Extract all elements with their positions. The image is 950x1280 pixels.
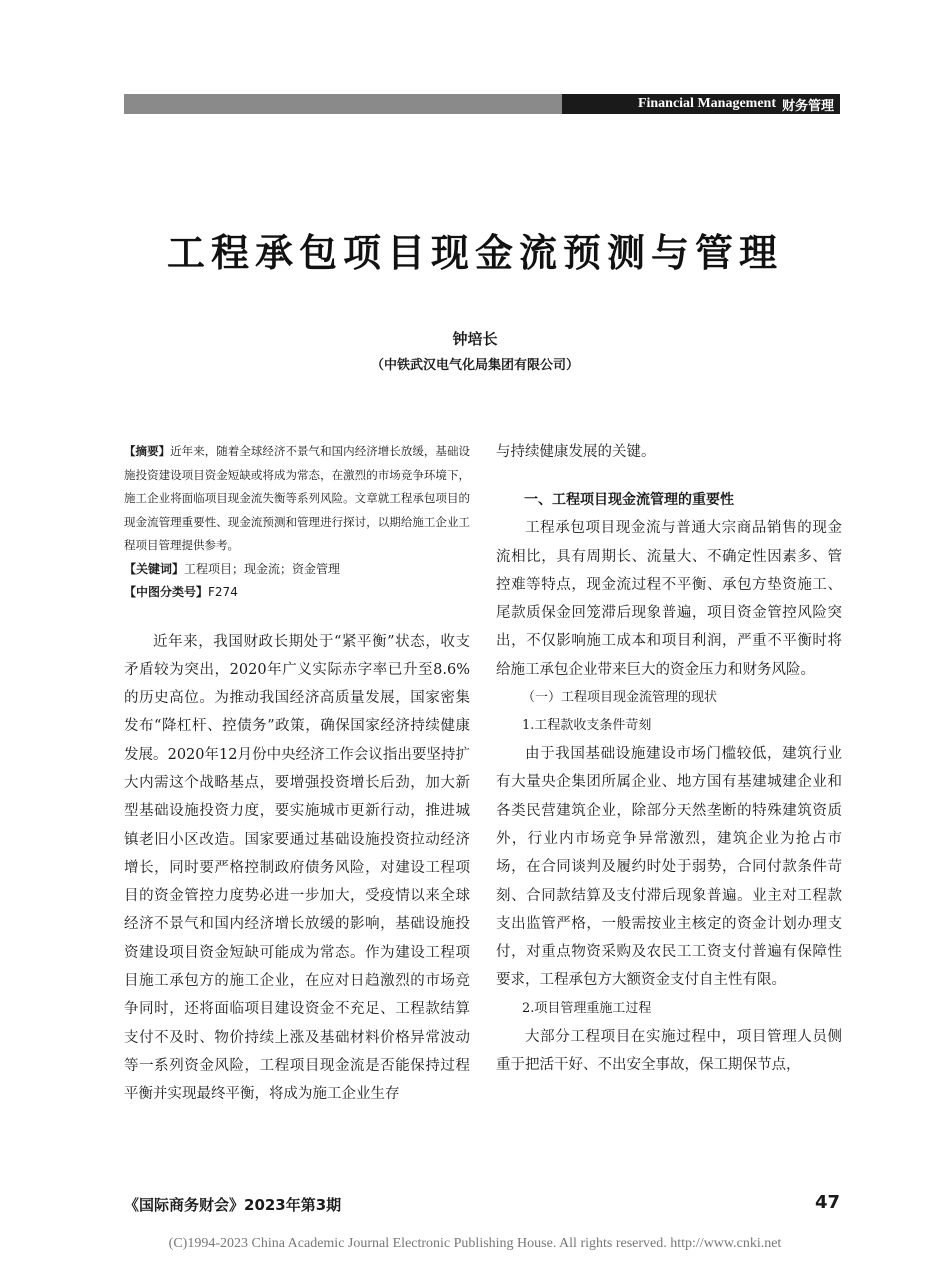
- affiliation: （中铁武汉电气化局集团有限公司）: [370, 358, 579, 373]
- item1-paragraph: 由于我国基础设施建设市场门槛较低，建筑行业有大量央企集团所属企业、地方国有基建城建企业和各类民营建筑企业，除部分天然垄断的特殊建筑资质外，行业内市场竞争异常激烈，建筑企业为抢占市场，在合同谈判及履约时处于弱势，合同付款条件苛刻、合同款结算及支付滞后现象普遍。业主对工程款支出监管严格，一般需按业主核定的资金计划办理支付，对重点物资采购及农民工工资支付普遍有保障性要求，工程承包方大额资金支付自主性有限。: [496, 746, 842, 989]
- classification: [124, 581, 470, 604]
- right-column: [496, 438, 842, 1079]
- author: 钟培长: [452, 330, 498, 348]
- keywords-label: 【关键词】: [124, 561, 185, 576]
- article-title: 工程承包项目现金流预测与管理: [166, 231, 783, 275]
- intro-paragraph: 近年来，我国财政长期处于“紧平衡”状态，收支矛盾较为突出，2020年广义实际赤字率已升至8.6%的历史高位。为推动我国经济高质量发展，国家密集发布“降杠杆、控债务”政策，确保国家经济持续健康发展。2020年12月份中央经济工作会议指出要坚持扩大内需这个战略基点，要增强投资增长后劲，加大新型基础设施投资力度，要实施城市更新行动，推进城镇老旧小区改造。国家要通过基础设施投资拉动经济增长，同时要严格控制政府债务风险，对建设工程项目的资金管控力度势必进一步加大，受疫情以来全球经济不景气和国内经济增长放缓的影响，基础设施投资建设项目资金短缺可能成为常态。作为建设工程项目施工承包方的施工企业，在应对日趋激烈的市场竞争同时，还将面临项目建设资金不充足、工程款结算支付不及时、物价持续上涨及基础材料价格异常波动等一系列资金风险，工程项目现金流是否能保持过程平衡并实现最终平衡，将成为施工企业生存: [124, 633, 470, 1103]
- classification-label: 【中图分类号】: [124, 584, 209, 599]
- section-paragraph: 工程承包项目现金流与普通大宗商品销售的现金流相比，具有周期长、流量大、不确定性因素多、管控难等特点，现金流过程不平衡、承包方垫资施工、尾款质保金回笼滞后现象普遍，项目资金管控风险突出，不仅影响施工成本和项目利润，严重不平衡时将给施工承包企业带来巨大的资金压力和财务风险。: [496, 520, 842, 678]
- continuation-text: 与持续健康发展的关键。: [496, 444, 656, 460]
- subsection-heading: （一）工程项目现金流管理的现状: [522, 690, 718, 706]
- abstract-label: 【摘要】: [124, 444, 171, 458]
- item1-title: 1.工程款收支条件苛刻: [522, 718, 652, 734]
- item2-title: 2.项目管理重施工过程: [522, 1000, 652, 1016]
- abstract: [124, 440, 470, 558]
- keywords: [124, 558, 470, 581]
- keywords-text: 工程项目；现金流；资金管理: [184, 561, 341, 576]
- section-heading: 一、工程项目现金流管理的重要性: [524, 492, 734, 509]
- page-number: 47: [814, 1192, 840, 1213]
- header-zh: 财务管理: [781, 98, 834, 114]
- item2-paragraph: 大部分工程项目在实施过程中，项目管理人员侧重于把活干好、不出安全事故，保工期保节点，: [496, 1028, 842, 1074]
- journal-footer: 《国际商务财会》2023年第3期: [124, 1196, 342, 1214]
- section-header: [562, 94, 840, 114]
- abstract-text: 近年来，随着全球经济不景气和国内经济增长放缓，基础设施投资建设项目资金短缺或将成为常态，在激烈的市场竞争环境下，施工企业将面临项目现金流失衡等系列风险。文章就工程承包项目的现金流管理重要性、现金流预测和管理进行探讨，以期给施工企业工程项目管理提供参考。: [124, 444, 470, 552]
- classification-text: F274: [208, 584, 238, 599]
- copyright-line: (C)1994-2023 China Academic Journal Electronic Publishing House. All rights reserved. http://www.cnki.net: [168, 1236, 782, 1251]
- header-en: Financial Management: [637, 96, 776, 111]
- left-column: [124, 440, 470, 1109]
- header-bar: [124, 94, 840, 114]
